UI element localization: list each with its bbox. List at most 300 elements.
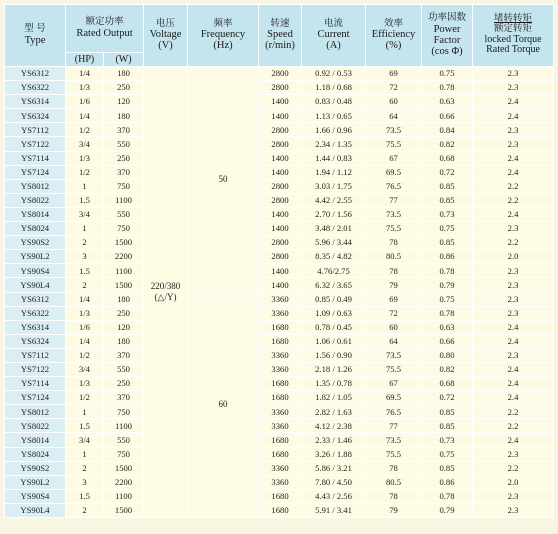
cell-speed: 3360	[259, 475, 302, 489]
cell-efficiency: 72	[366, 306, 422, 320]
cell-type: YS6314	[5, 95, 66, 109]
cell-efficiency: 78	[366, 461, 422, 475]
cell-efficiency: 73.5	[366, 123, 422, 137]
cell-type: YS8012	[5, 179, 66, 193]
table-row	[5, 461, 554, 475]
cell-speed: 1680	[259, 447, 302, 461]
cell-type: YS6324	[5, 109, 66, 123]
cell-locked-torque: 2.4	[473, 95, 554, 109]
cell-speed: 1400	[259, 264, 302, 278]
cell-type: YS7122	[5, 362, 66, 376]
cell-type: YS7114	[5, 377, 66, 391]
cell-hp: 2	[66, 503, 104, 517]
cell-efficiency: 79	[366, 503, 422, 517]
cell-speed: 1400	[259, 165, 302, 179]
header-speed: 转速 Speed (r/min)	[259, 5, 302, 67]
cell-hp: 1/4	[66, 67, 104, 81]
cell-w: 1500	[104, 278, 144, 292]
cell-power-factor: 0.68	[422, 151, 473, 165]
table-row	[5, 292, 554, 306]
cell-efficiency: 67	[366, 377, 422, 391]
cell-power-factor: 0.82	[422, 362, 473, 376]
header-power-factor: 功率因数 Power Factor (cos Φ)	[422, 5, 473, 67]
cell-current: 5.86 / 3.21	[302, 461, 366, 475]
cell-current: 1.66 / 0.96	[302, 123, 366, 137]
cell-speed: 3360	[259, 306, 302, 320]
cell-frequency-60: 60	[188, 292, 259, 518]
cell-w: 250	[104, 81, 144, 95]
cell-locked-torque: 2.4	[473, 334, 554, 348]
header-unit-hp: (HP)	[66, 53, 104, 67]
cell-locked-torque: 2.0	[473, 475, 554, 489]
cell-w: 750	[104, 222, 144, 236]
cell-speed: 2800	[259, 137, 302, 151]
cell-efficiency: 60	[366, 95, 422, 109]
cell-type: YS7122	[5, 137, 66, 151]
cell-w: 180	[104, 334, 144, 348]
cell-power-factor: 0.63	[422, 95, 473, 109]
cell-locked-torque: 2.3	[473, 81, 554, 95]
cell-w: 550	[104, 137, 144, 151]
cell-speed: 1400	[259, 95, 302, 109]
cell-type: YS6312	[5, 67, 66, 81]
header-locked-torque: 堵转转矩 额定转矩 locked Torque Rated Torque	[473, 5, 554, 67]
table-row	[5, 95, 554, 109]
cell-locked-torque: 2.3	[473, 264, 554, 278]
cell-frequency-50: 50	[188, 67, 259, 293]
cell-w: 1500	[104, 461, 144, 475]
cell-efficiency: 77	[366, 193, 422, 207]
cell-w: 120	[104, 95, 144, 109]
cell-hp: 1.5	[66, 419, 104, 433]
cell-efficiency: 69	[366, 67, 422, 81]
table-row	[5, 320, 554, 334]
cell-hp: 1/3	[66, 81, 104, 95]
cell-type: YS7124	[5, 391, 66, 405]
cell-hp: 3/4	[66, 207, 104, 221]
header-voltage: 电压 Voltage (V)	[144, 5, 188, 67]
cell-power-factor: 0.79	[422, 503, 473, 517]
cell-current: 4.43 / 2.56	[302, 489, 366, 503]
cell-hp: 1/6	[66, 95, 104, 109]
cell-efficiency: 75.5	[366, 362, 422, 376]
cell-current: 3.26 / 1.88	[302, 447, 366, 461]
header-type: 型 号 Type	[5, 5, 66, 67]
cell-locked-torque: 2.2	[473, 405, 554, 419]
cell-hp: 2	[66, 461, 104, 475]
cell-current: 1.82 / 1.05	[302, 391, 366, 405]
cell-type: YS6314	[5, 320, 66, 334]
cell-speed: 1680	[259, 334, 302, 348]
cell-w: 550	[104, 433, 144, 447]
cell-w: 750	[104, 179, 144, 193]
cell-speed: 1680	[259, 320, 302, 334]
cell-current: 2.82 / 1.63	[302, 405, 366, 419]
cell-efficiency: 76.5	[366, 179, 422, 193]
cell-hp: 3/4	[66, 433, 104, 447]
cell-type: YS8022	[5, 193, 66, 207]
cell-type: YS90L4	[5, 278, 66, 292]
table-row	[5, 362, 554, 376]
cell-current: 2.33 / 1.46	[302, 433, 366, 447]
cell-efficiency: 73.5	[366, 433, 422, 447]
cell-power-factor: 0.78	[422, 306, 473, 320]
cell-type: YS8024	[5, 222, 66, 236]
cell-power-factor: 0.73	[422, 207, 473, 221]
cell-efficiency: 69.5	[366, 165, 422, 179]
cell-efficiency: 75.5	[366, 447, 422, 461]
cell-locked-torque: 2.2	[473, 179, 554, 193]
table-row	[5, 151, 554, 165]
cell-efficiency: 73.5	[366, 348, 422, 362]
cell-efficiency: 73.5	[366, 207, 422, 221]
cell-type: YS90L4	[5, 503, 66, 517]
cell-efficiency: 78	[366, 236, 422, 250]
table-body	[5, 67, 554, 518]
cell-w: 370	[104, 348, 144, 362]
cell-hp: 1	[66, 447, 104, 461]
cell-w: 550	[104, 362, 144, 376]
cell-hp: 1/2	[66, 165, 104, 179]
cell-w: 180	[104, 67, 144, 81]
cell-current: 5.96 / 3.44	[302, 236, 366, 250]
cell-locked-torque: 2.3	[473, 278, 554, 292]
cell-hp: 2	[66, 278, 104, 292]
table-row	[5, 67, 554, 81]
cell-type: YS6324	[5, 334, 66, 348]
cell-power-factor: 0.75	[422, 222, 473, 236]
cell-locked-torque: 2.2	[473, 193, 554, 207]
cell-w: 370	[104, 123, 144, 137]
cell-efficiency: 80.5	[366, 475, 422, 489]
cell-efficiency: 75.5	[366, 222, 422, 236]
cell-type: YS8012	[5, 405, 66, 419]
cell-speed: 1680	[259, 377, 302, 391]
cell-w: 1500	[104, 236, 144, 250]
table-row	[5, 377, 554, 391]
voltage-value: 220/380	[150, 281, 181, 291]
cell-current: 1.44 / 0.83	[302, 151, 366, 165]
cell-locked-torque: 2.0	[473, 250, 554, 264]
cell-speed: 3360	[259, 362, 302, 376]
motor-spec-table	[4, 4, 554, 518]
cell-speed: 3360	[259, 461, 302, 475]
header-efficiency: 效率 Efficiency (%)	[366, 5, 422, 67]
cell-current: 1.06 / 0.61	[302, 334, 366, 348]
cell-speed: 1400	[259, 207, 302, 221]
table-row	[5, 475, 554, 489]
cell-efficiency: 78	[366, 489, 422, 503]
cell-hp: 3/4	[66, 137, 104, 151]
table-row	[5, 334, 554, 348]
cell-efficiency: 79	[366, 278, 422, 292]
cell-power-factor: 0.85	[422, 179, 473, 193]
cell-hp: 1/3	[66, 306, 104, 320]
cell-current: 0.85 / 0.49	[302, 292, 366, 306]
cell-locked-torque: 2.3	[473, 137, 554, 151]
table-row	[5, 137, 554, 151]
cell-w: 1100	[104, 419, 144, 433]
cell-speed: 2800	[259, 67, 302, 81]
table-row	[5, 250, 554, 264]
cell-locked-torque: 2.3	[473, 489, 554, 503]
cell-locked-torque: 2.3	[473, 306, 554, 320]
cell-current: 2.18 / 1.26	[302, 362, 366, 376]
cell-efficiency: 67	[366, 151, 422, 165]
cell-w: 370	[104, 165, 144, 179]
cell-current: 4.12 / 2.38	[302, 419, 366, 433]
cell-power-factor: 0.86	[422, 250, 473, 264]
cell-type: YS90S2	[5, 236, 66, 250]
table-row	[5, 419, 554, 433]
cell-efficiency: 80.5	[366, 250, 422, 264]
cell-current: 0.78 / 0.45	[302, 320, 366, 334]
cell-hp: 1	[66, 179, 104, 193]
cell-speed: 3360	[259, 419, 302, 433]
cell-type: YS7112	[5, 123, 66, 137]
cell-current: 2.34 / 1.35	[302, 137, 366, 151]
cell-power-factor: 0.85	[422, 236, 473, 250]
cell-speed: 3360	[259, 405, 302, 419]
cell-speed: 2800	[259, 81, 302, 95]
cell-efficiency: 64	[366, 109, 422, 123]
cell-efficiency: 76.5	[366, 405, 422, 419]
cell-speed: 1680	[259, 503, 302, 517]
cell-w: 250	[104, 306, 144, 320]
cell-efficiency: 64	[366, 334, 422, 348]
table-row	[5, 222, 554, 236]
cell-current: 4.76/2.75	[302, 264, 366, 278]
cell-power-factor: 0.63	[422, 320, 473, 334]
cell-power-factor: 0.72	[422, 391, 473, 405]
cell-w: 180	[104, 292, 144, 306]
cell-speed: 1400	[259, 151, 302, 165]
cell-w: 180	[104, 109, 144, 123]
cell-current: 0.83 / 0.48	[302, 95, 366, 109]
cell-w: 120	[104, 320, 144, 334]
cell-current: 8.35 / 4.82	[302, 250, 366, 264]
cell-power-factor: 0.73	[422, 433, 473, 447]
cell-efficiency: 69.5	[366, 391, 422, 405]
cell-hp: 1/2	[66, 123, 104, 137]
cell-locked-torque: 2.4	[473, 362, 554, 376]
cell-locked-torque: 2.3	[473, 292, 554, 306]
cell-type: YS7114	[5, 151, 66, 165]
cell-type: YS8014	[5, 433, 66, 447]
voltage-connection: (△/Y)	[154, 292, 177, 302]
cell-power-factor: 0.78	[422, 81, 473, 95]
cell-power-factor: 0.66	[422, 109, 473, 123]
cell-efficiency: 72	[366, 81, 422, 95]
cell-locked-torque: 2.4	[473, 109, 554, 123]
cell-locked-torque: 2.2	[473, 236, 554, 250]
table-row	[5, 123, 554, 137]
cell-type: YS90L2	[5, 475, 66, 489]
cell-hp: 1/6	[66, 320, 104, 334]
cell-power-factor: 0.80	[422, 348, 473, 362]
table-row	[5, 109, 554, 123]
cell-speed: 2800	[259, 193, 302, 207]
cell-power-factor: 0.75	[422, 67, 473, 81]
cell-locked-torque: 2.4	[473, 377, 554, 391]
table-row	[5, 165, 554, 179]
cell-w: 1100	[104, 489, 144, 503]
table-row	[5, 278, 554, 292]
header-frequency: 频率 Frequency (Hz)	[188, 5, 259, 67]
cell-type: YS90S2	[5, 461, 66, 475]
table-row	[5, 207, 554, 221]
cell-w: 2200	[104, 475, 144, 489]
cell-w: 2200	[104, 250, 144, 264]
cell-locked-torque: 2.3	[473, 222, 554, 236]
cell-locked-torque: 2.4	[473, 207, 554, 221]
cell-speed: 1680	[259, 489, 302, 503]
table-row	[5, 179, 554, 193]
table-row	[5, 236, 554, 250]
cell-locked-torque: 2.4	[473, 165, 554, 179]
cell-w: 750	[104, 447, 144, 461]
cell-w: 750	[104, 405, 144, 419]
cell-hp: 3	[66, 250, 104, 264]
cell-w: 250	[104, 377, 144, 391]
cell-power-factor: 0.85	[422, 461, 473, 475]
cell-speed: 1400	[259, 278, 302, 292]
header-current: 电流 Current (A)	[302, 5, 366, 67]
cell-hp: 1/4	[66, 292, 104, 306]
cell-current: 0.92 / 0.53	[302, 67, 366, 81]
cell-speed: 2800	[259, 250, 302, 264]
cell-type: YS6312	[5, 292, 66, 306]
cell-type: YS7112	[5, 348, 66, 362]
cell-current: 4.42 / 2.55	[302, 193, 366, 207]
cell-current: 1.18 / 0.68	[302, 81, 366, 95]
cell-hp: 1.5	[66, 489, 104, 503]
cell-current: 2.70 / 1.56	[302, 207, 366, 221]
cell-current: 1.13 / 0.65	[302, 109, 366, 123]
cell-speed: 1680	[259, 433, 302, 447]
table-row	[5, 447, 554, 461]
cell-type: YS8024	[5, 447, 66, 461]
cell-current: 5.91 / 3.41	[302, 503, 366, 517]
cell-hp: 2	[66, 236, 104, 250]
cell-power-factor: 0.78	[422, 489, 473, 503]
table-row	[5, 433, 554, 447]
cell-type: YS8014	[5, 207, 66, 221]
cell-w: 1500	[104, 503, 144, 517]
cell-current: 1.35 / 0.78	[302, 377, 366, 391]
cell-locked-torque: 2.3	[473, 67, 554, 81]
cell-w: 370	[104, 391, 144, 405]
cell-locked-torque: 2.3	[473, 447, 554, 461]
cell-power-factor: 0.85	[422, 405, 473, 419]
header-rated-output: 额定功率 Rated Output	[66, 5, 144, 53]
cell-hp: 1/4	[66, 109, 104, 123]
cell-hp: 1.5	[66, 193, 104, 207]
cell-hp: 1	[66, 222, 104, 236]
cell-locked-torque: 2.4	[473, 433, 554, 447]
header-unit-w: (W)	[104, 53, 144, 67]
cell-type: YS90S4	[5, 264, 66, 278]
cell-current: 3.03 / 1.75	[302, 179, 366, 193]
table-row	[5, 405, 554, 419]
cell-current: 3.48 / 2.01	[302, 222, 366, 236]
table-row	[5, 264, 554, 278]
cell-hp: 1/4	[66, 334, 104, 348]
cell-speed: 2800	[259, 179, 302, 193]
cell-speed: 3360	[259, 348, 302, 362]
cell-locked-torque: 2.4	[473, 391, 554, 405]
cell-hp: 1/3	[66, 377, 104, 391]
cell-speed: 1400	[259, 109, 302, 123]
cell-speed: 1400	[259, 222, 302, 236]
cell-w: 550	[104, 207, 144, 221]
cell-locked-torque: 2.2	[473, 461, 554, 475]
cell-efficiency: 77	[366, 419, 422, 433]
cell-hp: 3	[66, 475, 104, 489]
cell-efficiency: 78	[366, 264, 422, 278]
cell-current: 1.56 / 0.90	[302, 348, 366, 362]
cell-locked-torque: 2.4	[473, 320, 554, 334]
cell-locked-torque: 2.4	[473, 151, 554, 165]
cell-speed: 1680	[259, 391, 302, 405]
cell-type: YS6322	[5, 306, 66, 320]
cell-power-factor: 0.72	[422, 165, 473, 179]
cell-current: 1.09 / 0.63	[302, 306, 366, 320]
cell-w: 1100	[104, 264, 144, 278]
table-row	[5, 503, 554, 517]
cell-hp: 1	[66, 405, 104, 419]
table-row	[5, 193, 554, 207]
cell-power-factor: 0.84	[422, 123, 473, 137]
cell-efficiency: 75.5	[366, 137, 422, 151]
cell-w: 1100	[104, 193, 144, 207]
cell-current: 7.80 / 4.50	[302, 475, 366, 489]
cell-current: 1.94 / 1.12	[302, 165, 366, 179]
cell-power-factor: 0.68	[422, 377, 473, 391]
table-row	[5, 391, 554, 405]
cell-power-factor: 0.75	[422, 447, 473, 461]
cell-efficiency: 60	[366, 320, 422, 334]
cell-w: 250	[104, 151, 144, 165]
table-row	[5, 348, 554, 362]
table-row	[5, 306, 554, 320]
cell-power-factor: 0.66	[422, 334, 473, 348]
cell-efficiency: 69	[366, 292, 422, 306]
cell-hp: 3/4	[66, 362, 104, 376]
cell-hp: 1/2	[66, 348, 104, 362]
cell-hp: 1/3	[66, 151, 104, 165]
cell-type: YS90L2	[5, 250, 66, 264]
cell-locked-torque: 2.3	[473, 503, 554, 517]
cell-type: YS8022	[5, 419, 66, 433]
cell-locked-torque: 2.2	[473, 419, 554, 433]
cell-type: YS7124	[5, 165, 66, 179]
cell-hp: 1/2	[66, 391, 104, 405]
table-row	[5, 489, 554, 503]
cell-power-factor: 0.85	[422, 193, 473, 207]
cell-voltage	[144, 67, 188, 518]
cell-power-factor: 0.82	[422, 137, 473, 151]
cell-power-factor: 0.86	[422, 475, 473, 489]
cell-speed: 2800	[259, 123, 302, 137]
cell-power-factor: 0.75	[422, 292, 473, 306]
cell-type: YS6322	[5, 81, 66, 95]
cell-speed: 2800	[259, 236, 302, 250]
table-row	[5, 81, 554, 95]
cell-power-factor: 0.79	[422, 278, 473, 292]
cell-speed: 3360	[259, 292, 302, 306]
cell-locked-torque: 2.3	[473, 123, 554, 137]
